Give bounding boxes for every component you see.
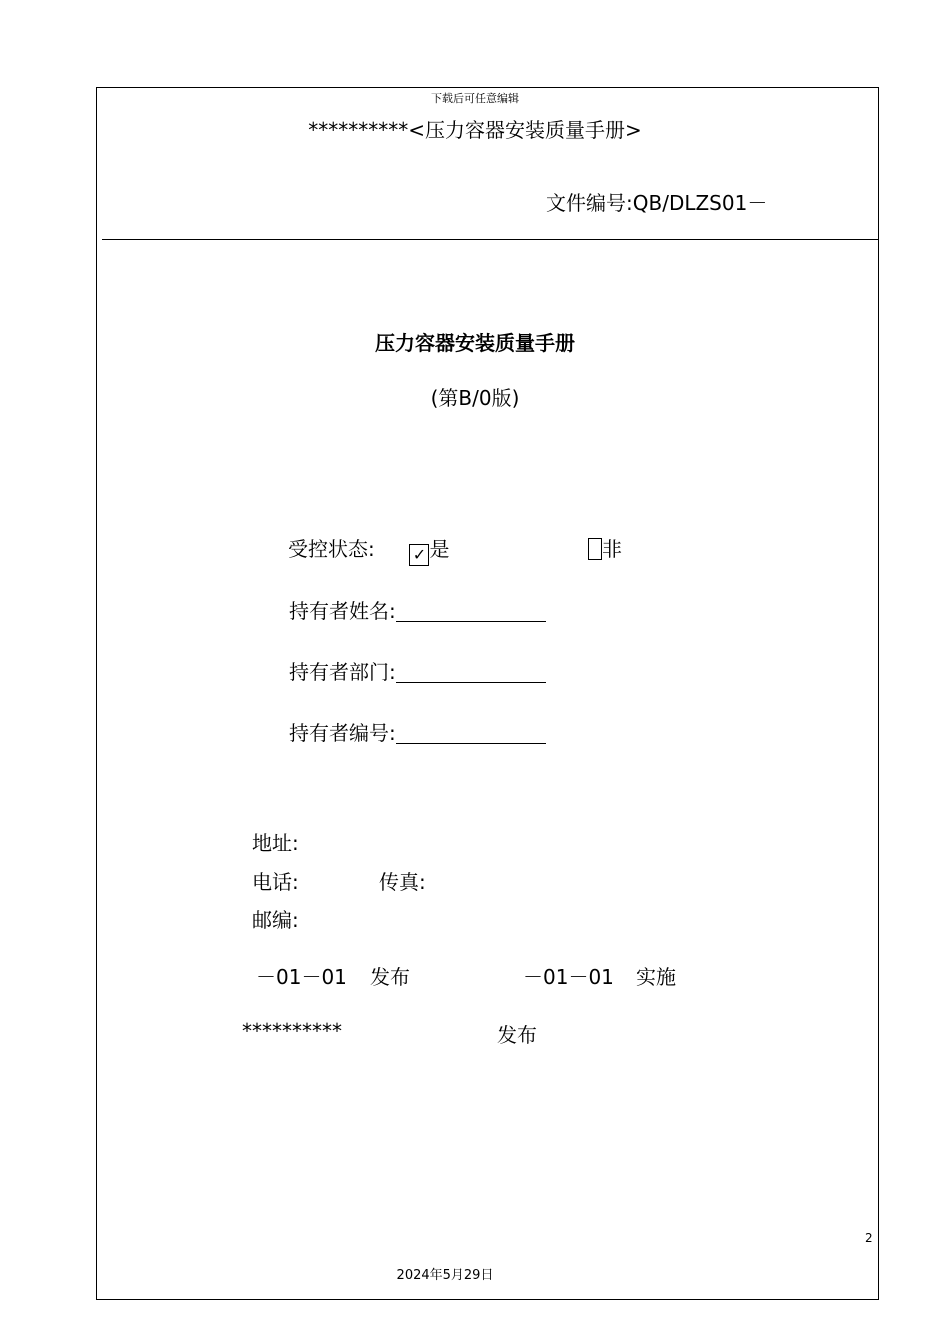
control-status-label: 受控状态: xyxy=(288,537,375,561)
holder-dept-row xyxy=(289,656,546,685)
publisher-name: ********** xyxy=(242,1019,342,1043)
controlled-yes-checkbox[interactable] xyxy=(409,544,429,566)
header-divider xyxy=(102,239,879,240)
header-note: 下载后可任意编辑 xyxy=(431,92,519,105)
holder-name-field[interactable] xyxy=(396,605,546,622)
holder-number-label: 持有者编号: xyxy=(289,721,396,745)
control-no-option xyxy=(588,533,622,562)
holder-dept-field[interactable] xyxy=(396,666,546,683)
holder-name-label: 持有者姓名: xyxy=(289,599,396,623)
header-title: **********<压力容器安装质量手册> xyxy=(308,118,642,142)
address-label: 地址: xyxy=(252,831,299,855)
holder-number-row xyxy=(289,717,546,746)
effective-date: －01－01 xyxy=(523,965,614,989)
manual-title: 压力容器安装质量手册 xyxy=(375,331,575,355)
footer-date: 2024年5月29日 xyxy=(396,1268,494,1283)
publisher-label: 发布 xyxy=(497,1023,537,1047)
holder-dept-label: 持有者部门: xyxy=(289,660,396,684)
holder-name-row xyxy=(289,595,546,624)
document-number: 文件编号:QB/DLZS01－ xyxy=(546,191,768,215)
controlled-no-checkbox[interactable] xyxy=(588,538,602,560)
phone-label: 电话: xyxy=(252,870,299,894)
issue-date: －01－01 xyxy=(256,965,347,989)
holder-number-field[interactable] xyxy=(396,727,546,744)
controlled-yes-label: 是 xyxy=(429,537,450,561)
issue-label: 发布 xyxy=(370,965,410,989)
check-icon: ✓ xyxy=(412,545,427,564)
page-frame xyxy=(96,87,879,1300)
controlled-no-label: 非 xyxy=(602,537,622,561)
postcode-label: 邮编: xyxy=(252,908,299,932)
page-number: 2 xyxy=(865,1231,873,1245)
control-status-row xyxy=(288,533,449,566)
edition-label: (第B/0版) xyxy=(430,386,520,410)
effective-label: 实施 xyxy=(636,965,676,989)
fax-label: 传真: xyxy=(379,870,426,894)
